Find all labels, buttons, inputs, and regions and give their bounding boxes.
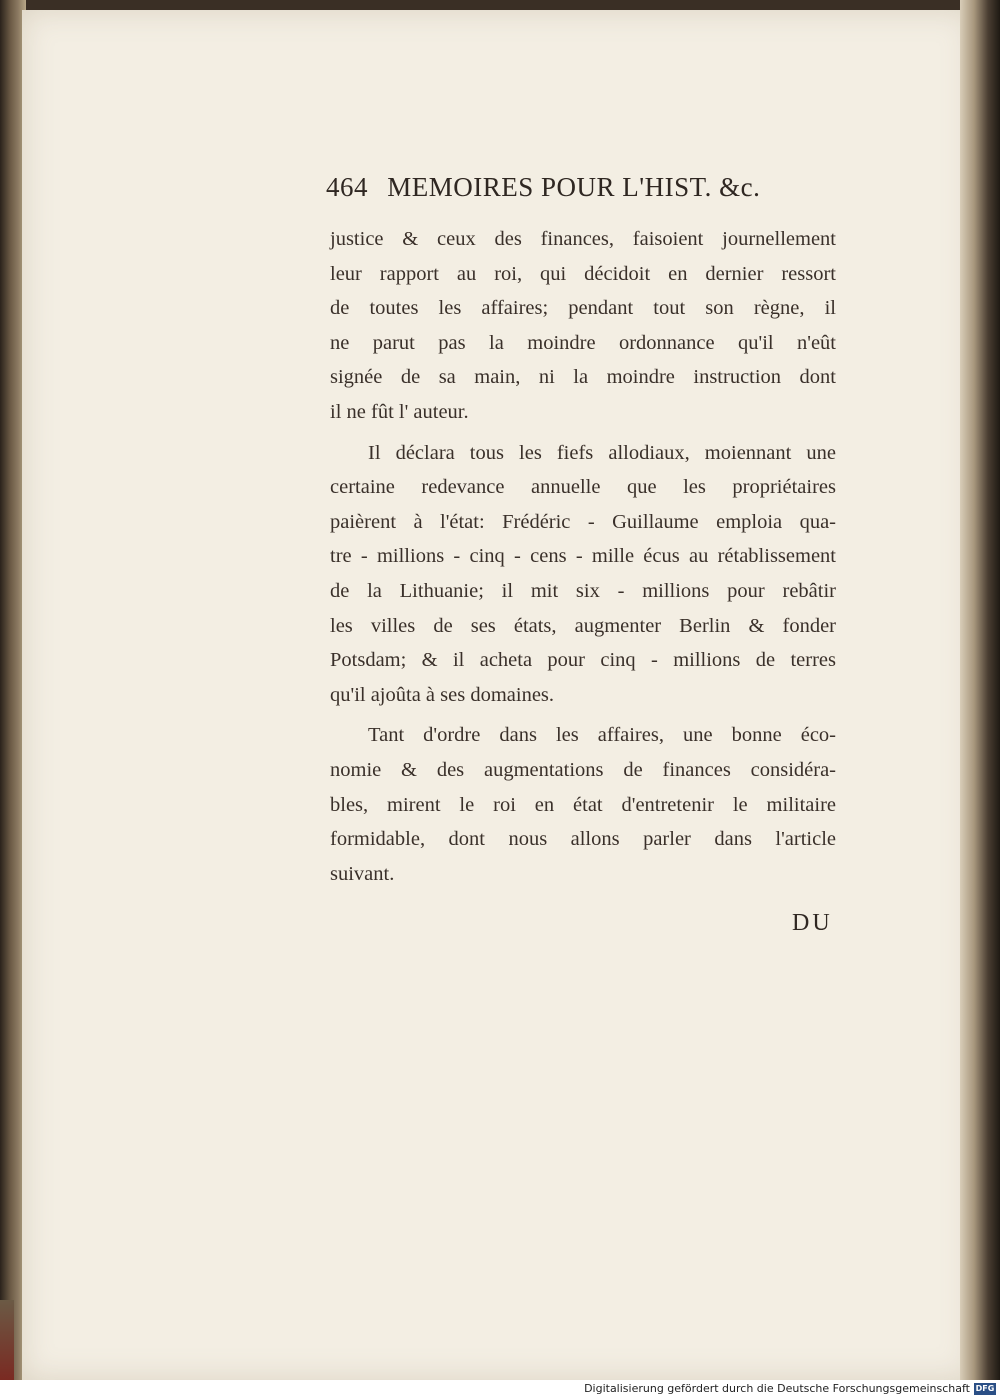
right-page-edge <box>960 0 1000 1380</box>
text-line: nomie & des augmentations de finances considéra- <box>330 758 836 781</box>
text-line: ne parut pas la moindre ordonnance qu'il n'eût <box>330 331 836 354</box>
text-line: bles, mirent le roi en état d'entretenir le militaire <box>330 793 836 816</box>
footer-credit: Digitalisierung gefördert durch die Deutsche Forschungsgemeinschaft <box>584 1382 970 1395</box>
catchword: DU <box>792 910 833 936</box>
book-spine <box>0 1300 14 1380</box>
paragraph <box>330 436 836 713</box>
text-line: Potsdam; & il acheta pour cinq - millions de terres <box>330 649 836 672</box>
text-line: tre - millions - cinq - cens - mille écus au rétablissement <box>330 545 836 568</box>
page-number: 464 <box>326 172 368 202</box>
text-line: justice & ceux des finances, faisoient journellement <box>330 228 836 250</box>
dfg-logo-icon: DFG <box>975 1384 995 1393</box>
text-line: paièrent à l'état: Frédéric - Guillaume emploia qua- <box>330 510 836 533</box>
text-line: Tant d'ordre dans les affaires, une bonne éco- <box>368 724 836 747</box>
text-line: les villes de ses états, augmenter Berlin & fonder <box>330 614 836 637</box>
text-line: il ne fût l' auteur. <box>330 400 469 423</box>
paragraph <box>330 718 836 891</box>
text-line: signée de sa main, ni la moindre instruction dont <box>330 366 836 389</box>
text-line: Il déclara tous les fiefs allodiaux, moiennant une <box>368 441 836 464</box>
text-line: de toutes les affaires; pendant tout son règne, il <box>330 297 836 320</box>
text-line: de la Lithuanie; il mit six - millions pour rebâtir <box>330 579 836 602</box>
text-line: suivant. <box>330 862 395 885</box>
text-line: leur rapport au roi, qui décidoit en dernier ressort <box>330 262 836 285</box>
text-line: formidable, dont nous allons parler dans l'article <box>330 828 836 851</box>
running-title: MEMOIRES POUR L'HIST. &c. <box>387 172 761 202</box>
text-line: qu'il ajoûta à ses domaines. <box>330 683 555 706</box>
body-text <box>330 222 836 891</box>
paragraph <box>330 222 836 430</box>
running-header <box>326 172 836 212</box>
text-line: certaine redevance annuelle que les propriétaires <box>330 476 836 499</box>
